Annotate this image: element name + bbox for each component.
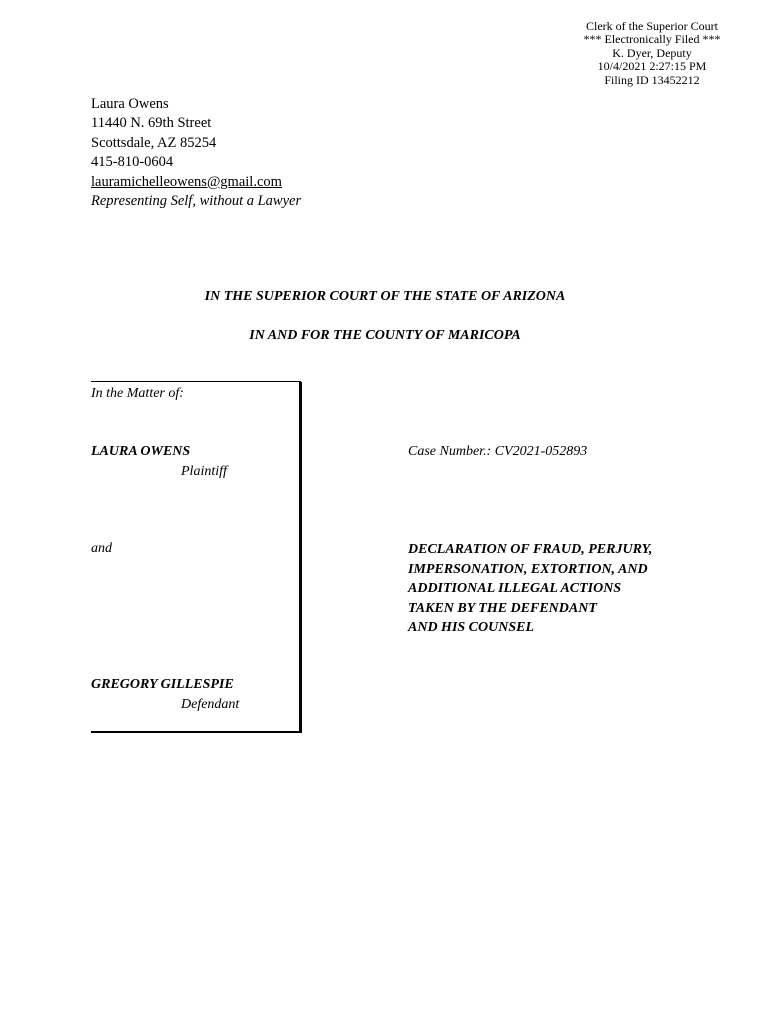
caption-bottom-rule	[91, 731, 302, 733]
party-street: 11440 N. 69th Street	[91, 115, 212, 132]
party-email-link[interactable]: lauramichelleowens@gmail.com	[91, 173, 282, 190]
party-representation: Representing Self, without a Lawyer	[91, 193, 302, 210]
caption-defendant-role: Defendant	[181, 697, 240, 712]
party-phone: 415-810-0604	[91, 154, 174, 171]
court-heading-line-2: IN AND FOR THE COUNTY OF MARICOPA	[249, 328, 521, 343]
party-contact-block	[91, 95, 301, 211]
document-title-line-2: IMPERSONATION, EXTORTION, AND	[408, 561, 648, 577]
document-title-line-4: TAKEN BY THE DEFENDANT	[408, 600, 597, 616]
case-number: Case Number.: CV2021-052893	[408, 444, 588, 459]
caption-plaintiff-name: LAURA OWENS	[91, 444, 191, 459]
filing-stamp	[560, 20, 744, 87]
caption-defendant-name: GREGORY GILLESPIE	[91, 677, 234, 692]
caption-plaintiff-role: Plaintiff	[181, 464, 227, 479]
party-city-state-zip: Scottsdale, AZ 85254	[91, 134, 217, 151]
party-name: Laura Owens	[91, 96, 169, 112]
document-title-line-1: DECLARATION OF FRAUD, PERJURY,	[408, 542, 653, 557]
stamp-line-deputy: K. Dyer, Deputy	[612, 45, 692, 60]
document-title-line-5: AND HIS COUNSEL	[408, 620, 535, 636]
stamp-line-datetime: 10/4/2021 2:27:15 PM	[597, 59, 707, 74]
document-title-line-3: ADDITIONAL ILLEGAL ACTIONS	[408, 581, 622, 597]
stamp-line-filed: *** Electronically Filed ***	[583, 32, 721, 47]
stamp-line-clerk: Clerk of the Superior Court	[586, 19, 718, 33]
stamp-line-filing-id: Filing ID 13452212	[604, 72, 700, 87]
caption-top-rule	[91, 381, 301, 382]
caption-matter-label: In the Matter of:	[91, 386, 184, 401]
caption-conjunction: and	[91, 541, 112, 556]
court-heading-line-1: IN THE SUPERIOR COURT OF THE STATE OF ARIZONA	[204, 289, 566, 304]
caption-vertical-rule	[299, 382, 302, 733]
document-title	[408, 540, 652, 638]
